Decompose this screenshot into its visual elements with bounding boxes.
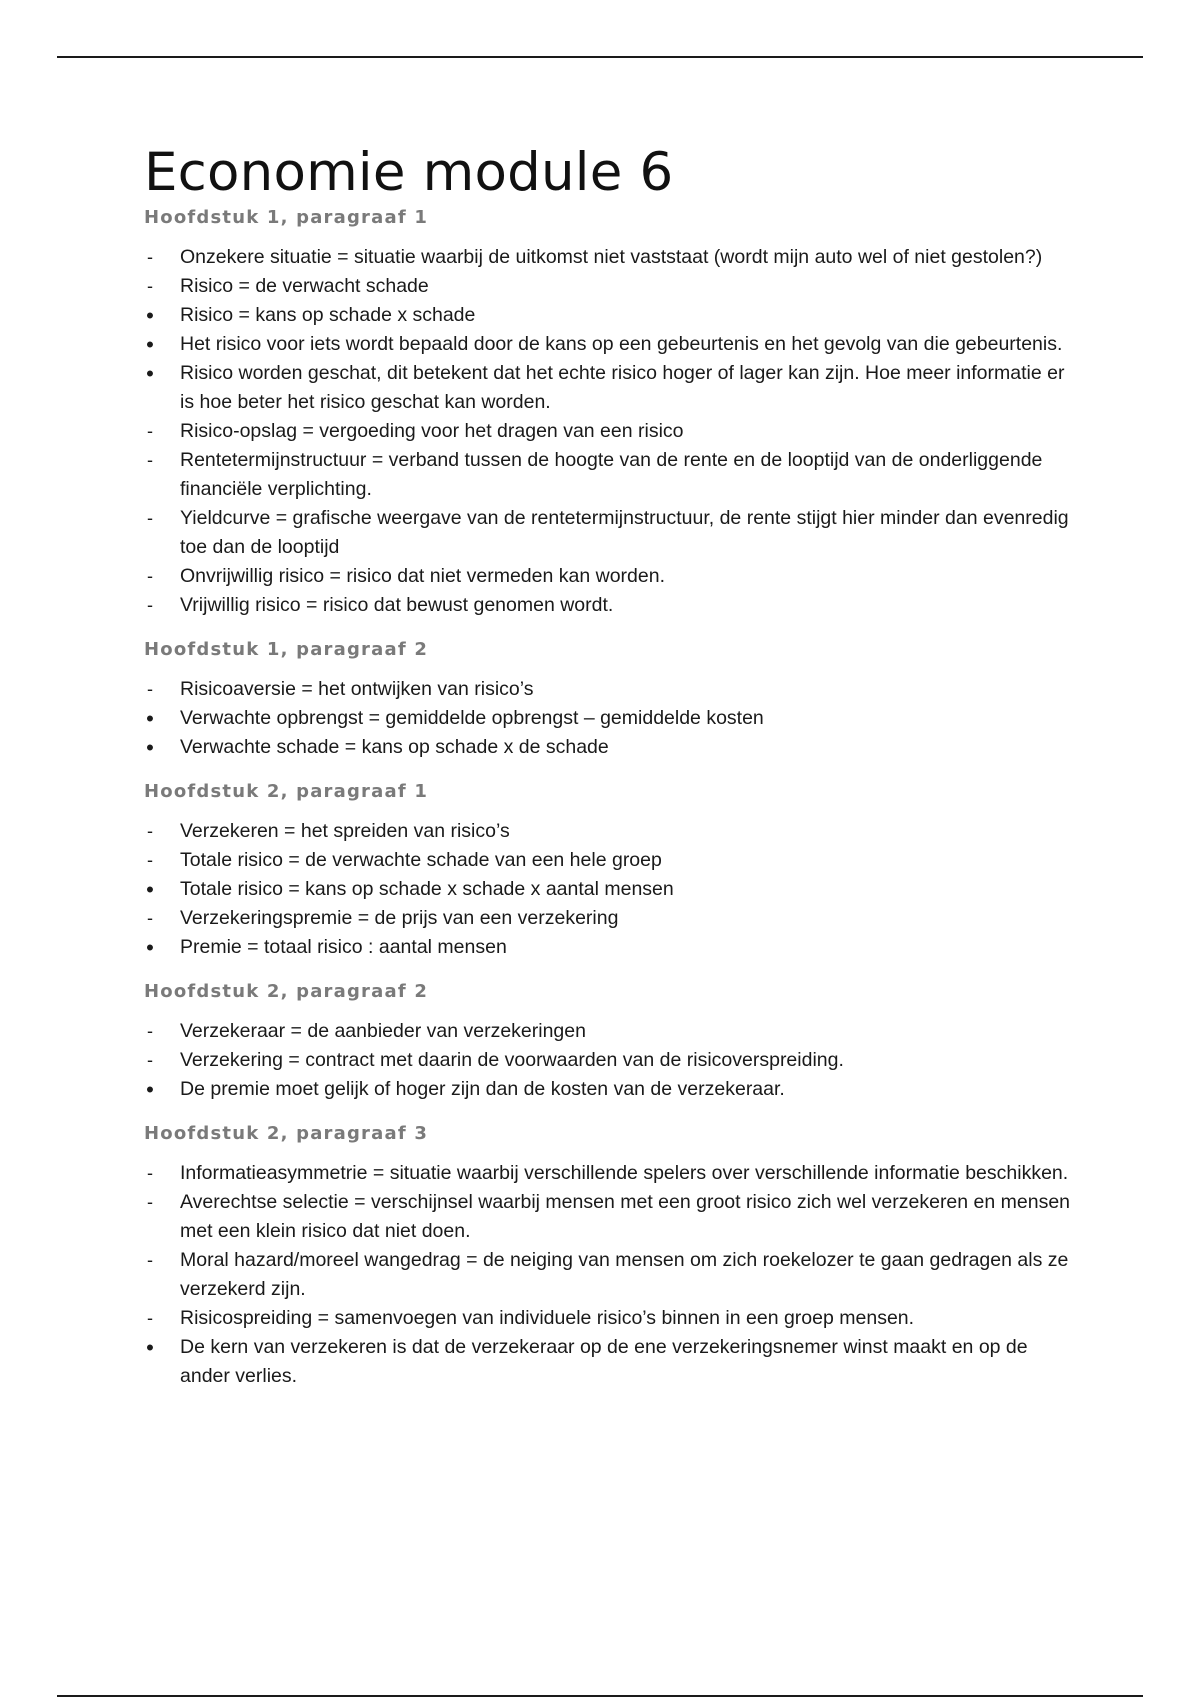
list-marker: - — [147, 1050, 153, 1070]
list-item — [144, 1304, 1074, 1333]
list-item-text: Verzekeren = het spreiden van risico’s — [180, 820, 510, 842]
bullet-list — [144, 243, 1074, 620]
list-item-text: Risico worden geschat, dit betekent dat het echte risico hoger of lager kan zijn. Hoe meer informatie er is hoe beter het risico geschat kan worden. — [180, 362, 1065, 413]
list-item-text: Totale risico = de verwachte schade van een hele groep — [180, 849, 662, 871]
bullet-list — [144, 675, 1074, 762]
list-marker: - — [147, 908, 153, 928]
list-item — [144, 1017, 1074, 1046]
document-title: Economie module 6 — [144, 142, 674, 203]
list-item-text: Vrijwillig risico = risico dat bewust genomen wordt. — [180, 594, 614, 616]
list-item — [144, 301, 1074, 330]
list-item-text: De kern van verzekeren is dat de verzekeraar op de ene verzekeringsnemer winst maakt en op de ander verlies. — [180, 1336, 1028, 1387]
list-item-text: Onvrijwillig risico = risico dat niet vermeden kan worden. — [180, 565, 665, 587]
section-heading: Hoofdstuk 1, paragraaf 1 — [144, 207, 429, 228]
sections-container — [144, 206, 1074, 1391]
list-item — [144, 733, 1074, 762]
list-marker: - — [147, 421, 153, 441]
list-item-text: Verzekering = contract met daarin de voorwaarden van de risicoverspreiding. — [180, 1049, 844, 1071]
list-item — [144, 562, 1074, 591]
list-item — [144, 1159, 1074, 1188]
list-item-text: Risico-opslag = vergoeding voor het dragen van een risico — [180, 420, 684, 442]
list-item — [144, 504, 1074, 562]
list-marker: • — [146, 332, 154, 357]
list-marker: - — [147, 508, 153, 528]
list-item-text: Premie = totaal risico : aantal mensen — [180, 936, 507, 958]
list-item — [144, 675, 1074, 704]
bullet-list — [144, 1017, 1074, 1104]
bullet-list — [144, 817, 1074, 962]
section-h2-p1 — [144, 780, 1074, 962]
section-heading: Hoofdstuk 2, paragraaf 1 — [144, 781, 429, 802]
header-rule — [57, 56, 1143, 58]
section-heading: Hoofdstuk 1, paragraaf 2 — [144, 639, 429, 660]
list-item — [144, 1246, 1074, 1304]
list-marker: • — [146, 1077, 154, 1102]
section-h1-p1 — [144, 206, 1074, 620]
list-item — [144, 417, 1074, 446]
list-marker: • — [146, 706, 154, 731]
list-item — [144, 446, 1074, 504]
list-item — [144, 243, 1074, 272]
bullet-list — [144, 1159, 1074, 1391]
list-item-text: Yieldcurve = grafische weergave van de rentetermijnstructuur, de rente stijgt hier minder dan evenredig toe dan de looptijd — [180, 507, 1069, 558]
section-h1-p2 — [144, 638, 1074, 762]
list-marker: - — [147, 247, 153, 267]
section-heading: Hoofdstuk 2, paragraaf 3 — [144, 1123, 429, 1144]
list-item-text: Verwachte schade = kans op schade x de schade — [180, 736, 609, 758]
list-item — [144, 359, 1074, 417]
list-item-text: Totale risico = kans op schade x schade x aantal mensen — [180, 878, 674, 900]
section-h2-p3 — [144, 1122, 1074, 1391]
list-marker: - — [147, 450, 153, 470]
list-marker: • — [146, 1335, 154, 1360]
list-marker: - — [147, 1192, 153, 1212]
list-item — [144, 846, 1074, 875]
list-item-text: Verzekeringspremie = de prijs van een verzekering — [180, 907, 619, 929]
list-item-text: Het risico voor iets wordt bepaald door de kans op een gebeurtenis en het gevolg van die gebeurtenis. — [180, 333, 1063, 355]
list-item-text: Rentetermijnstructuur = verband tussen de hoogte van de rente en de looptijd van de onderliggende financiële verplichting. — [180, 449, 1043, 500]
list-marker: - — [147, 821, 153, 841]
list-marker: • — [146, 361, 154, 386]
list-marker: • — [146, 935, 154, 960]
list-marker: - — [147, 566, 153, 586]
list-marker: - — [147, 276, 153, 296]
document-body — [144, 140, 1074, 1409]
list-marker: - — [147, 1021, 153, 1041]
list-marker: • — [146, 735, 154, 760]
list-item — [144, 704, 1074, 733]
list-marker: - — [147, 1163, 153, 1183]
section-heading: Hoofdstuk 2, paragraaf 2 — [144, 981, 429, 1002]
list-marker: - — [147, 850, 153, 870]
list-item — [144, 933, 1074, 962]
section-h2-p2 — [144, 980, 1074, 1104]
list-item-text: Moral hazard/moreel wangedrag = de neiging van mensen om zich roekelozer te gaan gedragen als ze verzekerd zijn. — [180, 1249, 1069, 1300]
list-item-text: Verwachte opbrengst = gemiddelde opbrengst – gemiddelde kosten — [180, 707, 764, 729]
list-item-text: Verzekeraar = de aanbieder van verzekeringen — [180, 1020, 586, 1042]
list-marker: - — [147, 595, 153, 615]
footer-rule — [57, 1695, 1143, 1697]
list-marker: - — [147, 1308, 153, 1328]
list-item-text: Risico = kans op schade x schade — [180, 304, 476, 326]
list-item — [144, 330, 1074, 359]
list-item — [144, 904, 1074, 933]
list-item — [144, 875, 1074, 904]
list-item-text: Onzekere situatie = situatie waarbij de uitkomst niet vaststaat (wordt mijn auto wel of niet gestolen?) — [180, 246, 1043, 268]
list-marker: - — [147, 1250, 153, 1270]
list-item — [144, 1333, 1074, 1391]
list-item-text: Averechtse selectie = verschijnsel waarbij mensen met een groot risico zich wel verzekeren en mensen met een klein risico dat niet doen. — [180, 1191, 1071, 1242]
list-item — [144, 591, 1074, 620]
list-item — [144, 817, 1074, 846]
list-item-text: Risicoaversie = het ontwijken van risico’s — [180, 678, 534, 700]
list-marker: • — [146, 303, 154, 328]
list-marker: - — [147, 679, 153, 699]
list-item — [144, 272, 1074, 301]
list-item — [144, 1075, 1074, 1104]
list-item-text: De premie moet gelijk of hoger zijn dan de kosten van de verzekeraar. — [180, 1078, 785, 1100]
list-item-text: Risicospreiding = samenvoegen van individuele risico’s binnen in een groep mensen. — [180, 1307, 915, 1329]
list-item-text: Risico = de verwacht schade — [180, 275, 429, 297]
list-marker: • — [146, 877, 154, 902]
list-item-text: Informatieasymmetrie = situatie waarbij verschillende spelers over verschillende informatie beschikken. — [180, 1162, 1069, 1184]
list-item — [144, 1046, 1074, 1075]
list-item — [144, 1188, 1074, 1246]
